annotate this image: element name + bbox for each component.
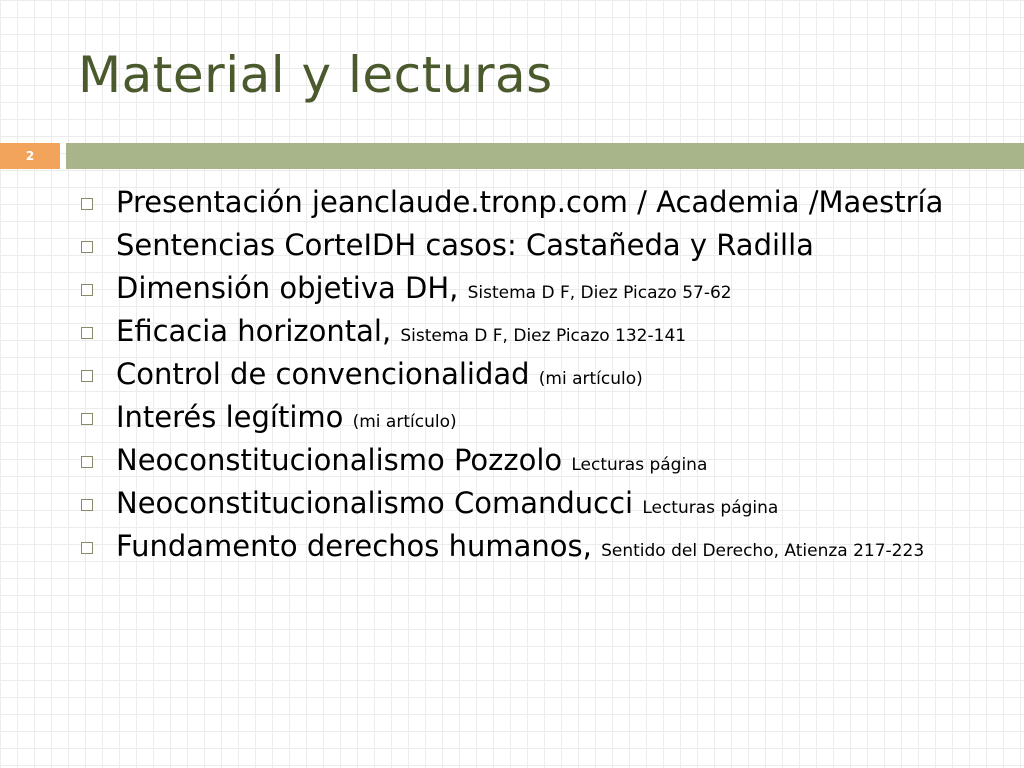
square-bullet-icon bbox=[81, 370, 93, 382]
item-text: Eficacia horizontal, bbox=[116, 314, 392, 348]
item-reference: Lecturas página bbox=[642, 498, 779, 518]
item-text: Neoconstitucionalismo Pozzolo bbox=[116, 443, 563, 477]
list-item bbox=[80, 356, 960, 392]
item-text: Control de convencionalidad bbox=[116, 357, 530, 391]
item-reference: Sentido del Derecho, Atienza 217-223 bbox=[601, 541, 925, 561]
item-reference: (mi artículo) bbox=[352, 412, 457, 432]
item-reference: (mi artículo) bbox=[538, 369, 643, 389]
slide-title: Material y lecturas bbox=[78, 46, 553, 104]
square-bullet-icon bbox=[81, 241, 93, 253]
item-reference: Sistema D F, Diez Picazo 132-141 bbox=[400, 326, 687, 346]
list-item bbox=[80, 270, 960, 306]
list-item bbox=[80, 399, 960, 435]
list-item bbox=[80, 184, 960, 220]
list-item bbox=[80, 313, 960, 349]
square-bullet-icon bbox=[81, 198, 93, 210]
item-reference: Lecturas página bbox=[571, 455, 708, 475]
square-bullet-icon bbox=[81, 542, 93, 554]
item-reference: Sistema D F, Diez Picazo 57-62 bbox=[467, 283, 732, 303]
list-item bbox=[80, 442, 960, 478]
header-bar bbox=[66, 143, 1024, 169]
square-bullet-icon bbox=[81, 456, 93, 468]
square-bullet-icon bbox=[81, 499, 93, 511]
square-bullet-icon bbox=[81, 413, 93, 425]
item-text: Fundamento derechos humanos, bbox=[116, 529, 592, 563]
item-text: Dimensión objetiva DH, bbox=[116, 271, 459, 305]
item-text: Neoconstitucionalismo Comanducci bbox=[116, 486, 634, 520]
item-text: Interés legítimo bbox=[116, 400, 344, 434]
item-text: Sentencias CorteIDH casos: Castañeda y Radilla bbox=[116, 228, 814, 262]
slide-number: 2 bbox=[0, 143, 60, 169]
square-bullet-icon bbox=[81, 327, 93, 339]
bullet-list bbox=[80, 184, 960, 571]
square-bullet-icon bbox=[81, 284, 93, 296]
item-text: Presentación jeanclaude.tronp.com / Academia /Maestría bbox=[116, 185, 944, 219]
list-item bbox=[80, 528, 960, 564]
list-item bbox=[80, 227, 960, 263]
list-item bbox=[80, 485, 960, 521]
